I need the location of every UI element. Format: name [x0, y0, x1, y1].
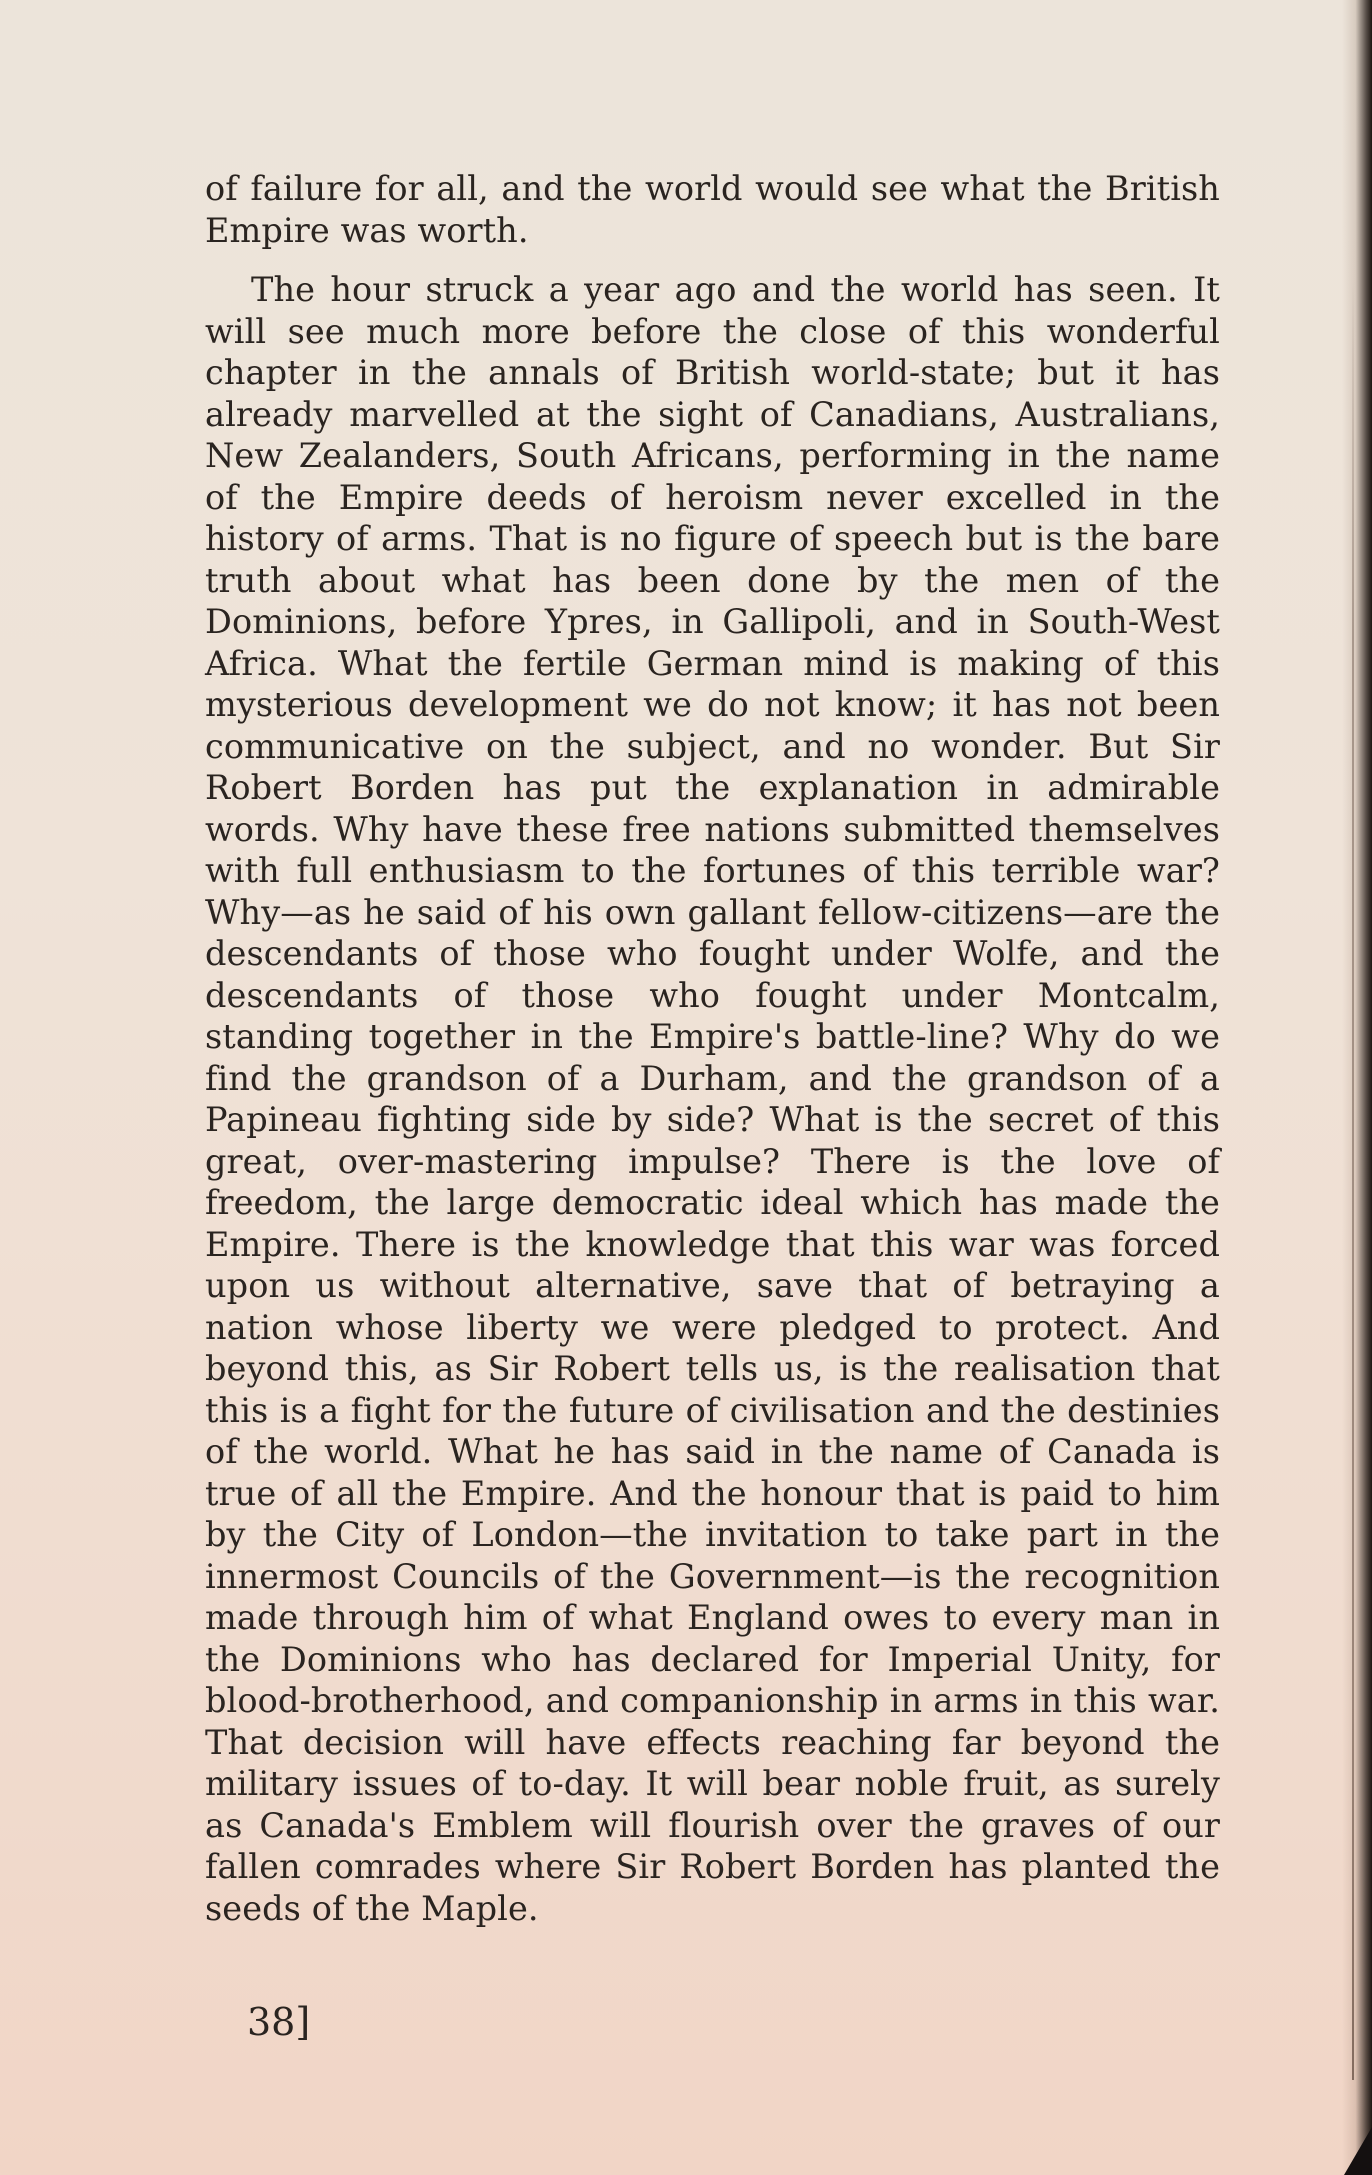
body-text	[205, 168, 1220, 1929]
page-edge-shadow	[1342, 0, 1372, 2175]
page-corner-shadow	[1344, 2127, 1372, 2175]
page-number: 38]	[247, 2000, 311, 2044]
paragraph-continued: of failure for all, and the world would see what the British Empire was worth.	[205, 169, 1220, 250]
paragraph-main: The hour struck a year ago and the world has seen. It will see much more before the close of this wonderful chapter in the annals of British world-state; but it has already marvelled at the sight of Canadians, Australians, New Zealanders, South Africans, performing in the name of the Empire deeds of heroism never excelled in the history of arms. That is no figure of speech but is the bare truth about what has been done by the men of the Dominions, before Ypres, in Gallipoli, and in South-West Africa. What the fertile German mind is making of this mysterious development we do not know; it has not been communicative on the subject, and no wonder. But Sir Robert Borden has put the explanation in admirable words. Why have these free nations submitted themselves with full enthusiasm to the fortunes of this terrible war? Why—as he said of his own gallant fellow-citizens—are the descendants of those who fought under Wolfe, and the descendants of those who fought under Montcalm, standing together in the Empire's battle-line? Why do we find the grandson of a Durham, and the grandson of a Papineau fighting side by side? What is the secret of this great, over-mastering impulse? There is the love of freedom, the large democratic ideal which has made the Empire. There is the knowledge that this war was forced upon us without alternative, save that of betraying a nation whose liberty we were pledged to protect. And beyond this, as Sir Robert tells us, is the realisation that this is a fight for the future of civilisation and the destinies of the world. What he has said in the name of Canada is true of all the Empire. And the honour that is paid to him by the City of London—the invitation to take part in the innermost Councils of the Government—is the recognition made through him of what England owes to every man in the Dominions who has declared for Imperial Unity, for blood-brotherhood, and companionship in arms in this war. That decision will have effects reaching far beyond the military issues of to-day. It will bear noble fruit, as surely as Canada's Emblem will flourish over the graves of our fallen comrades where Sir Robert Borden has planted the seeds of the Maple.	[205, 270, 1220, 1928]
